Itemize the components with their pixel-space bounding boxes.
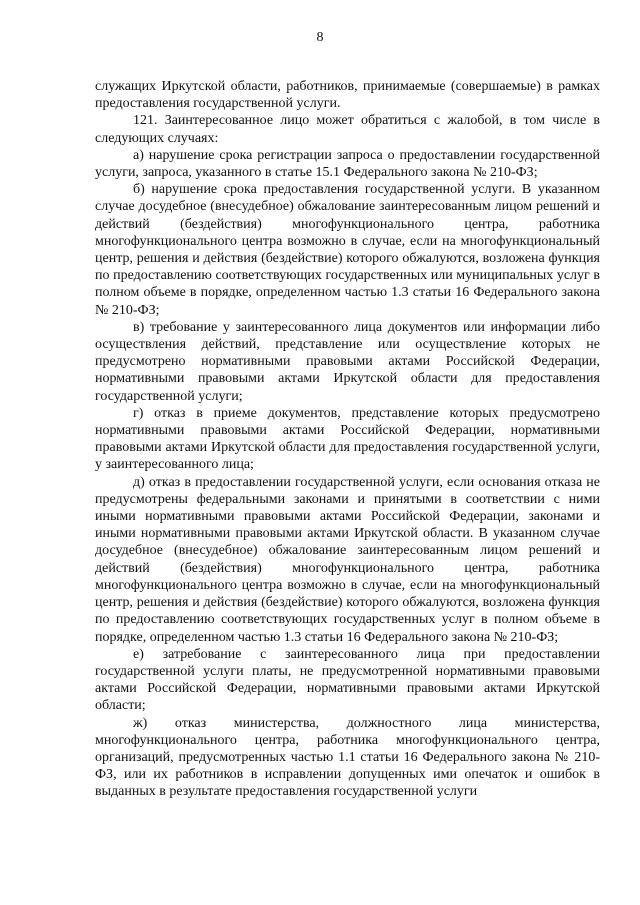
paragraph-clause-121: 121. Заинтересованное лицо может обратиться с жалобой, в том числе в следующих случаях:	[95, 113, 600, 146]
paragraph-item-a: а) нарушение срока регистрации запроса о предоставлении государственной услуги, запроса, указанного в статье 15.1 Федерального закона № 210-ФЗ;	[95, 147, 600, 181]
paragraph-item-e: е) затребование с заинтересованного лица при предоставлении государственной услуги платы, не предусмотренной нормативными правовыми актами Российской Федерации, нормативными правовыми актами Иркутской области;	[95, 646, 600, 714]
paragraph-item-g: г) отказ в приеме документов, представление которых предусмотрено нормативными правовыми актами Российской Федерации, нормативными правовыми актами Иркутской области для предоставления государственной услуги, у заинтересованного лица;	[95, 405, 600, 473]
paragraph-item-zh: ж) отказ министерства, должностного лица министерства, многофункционального центра, работника многофункционального центра, организаций, предусмотренных частью 1.1 статьи 16 Федерального закона № 210-ФЗ, или их работников в исправлении допущенных ими опечаток и ошибок в выданных в результате предоставления государственной услуги	[95, 715, 600, 800]
paragraph-item-b: б) нарушение срока предоставления государственной услуги. В указанном случае досудебное (внесудебное) обжалование заинтересованным лицом решений и действий (бездействия) многофункционального центра, работника многофункционального центра возможно в случае, если на многофункциональный центр, решения и действия (бездействие) которого обжалуются, возложена функция по предоставлению соответствующих государственных или муниципальных услуг в полном объеме в порядке, определенном частью 1.3 статьи 16 Федерального закона № 210-ФЗ;	[95, 182, 600, 318]
document-body	[95, 78, 600, 801]
paragraph-item-d: д) отказ в предоставлении государственной услуги, если основания отказа не предусмотрены федеральными законами и принятыми в соответствии с ними иными нормативными правовыми актами Российской Федерации, законами и иными нормативными правовыми актами Иркутской области. В указанном случае досудебное (внесудебное) обжалование заинтересованным лицом решений и действий (бездействия) многофункционального центра, работника многофункционального центра возможно в случае, если на многофункциональный центр, решения и действия (бездействие) которого обжалуются, возложена функция по предоставлению соответствующих государственных услуг в полном объеме в порядке, определенном частью 1.3 статьи 16 Федерального закона № 210-ФЗ;	[95, 474, 600, 645]
page-number: 8	[316, 30, 324, 45]
paragraph-continuation: служащих Иркутской области, работников, принимаемые (совершаемые) в рамках предоставления государственной услуги.	[95, 79, 600, 112]
paragraph-item-v: в) требование у заинтересованного лица документов или информации либо осуществления действий, представление или осуществление которых не предусмотрено нормативными правовыми актами Российской Федерации, нормативными правовыми актами Иркутской области для предоставления государственной услуги;	[95, 319, 600, 404]
